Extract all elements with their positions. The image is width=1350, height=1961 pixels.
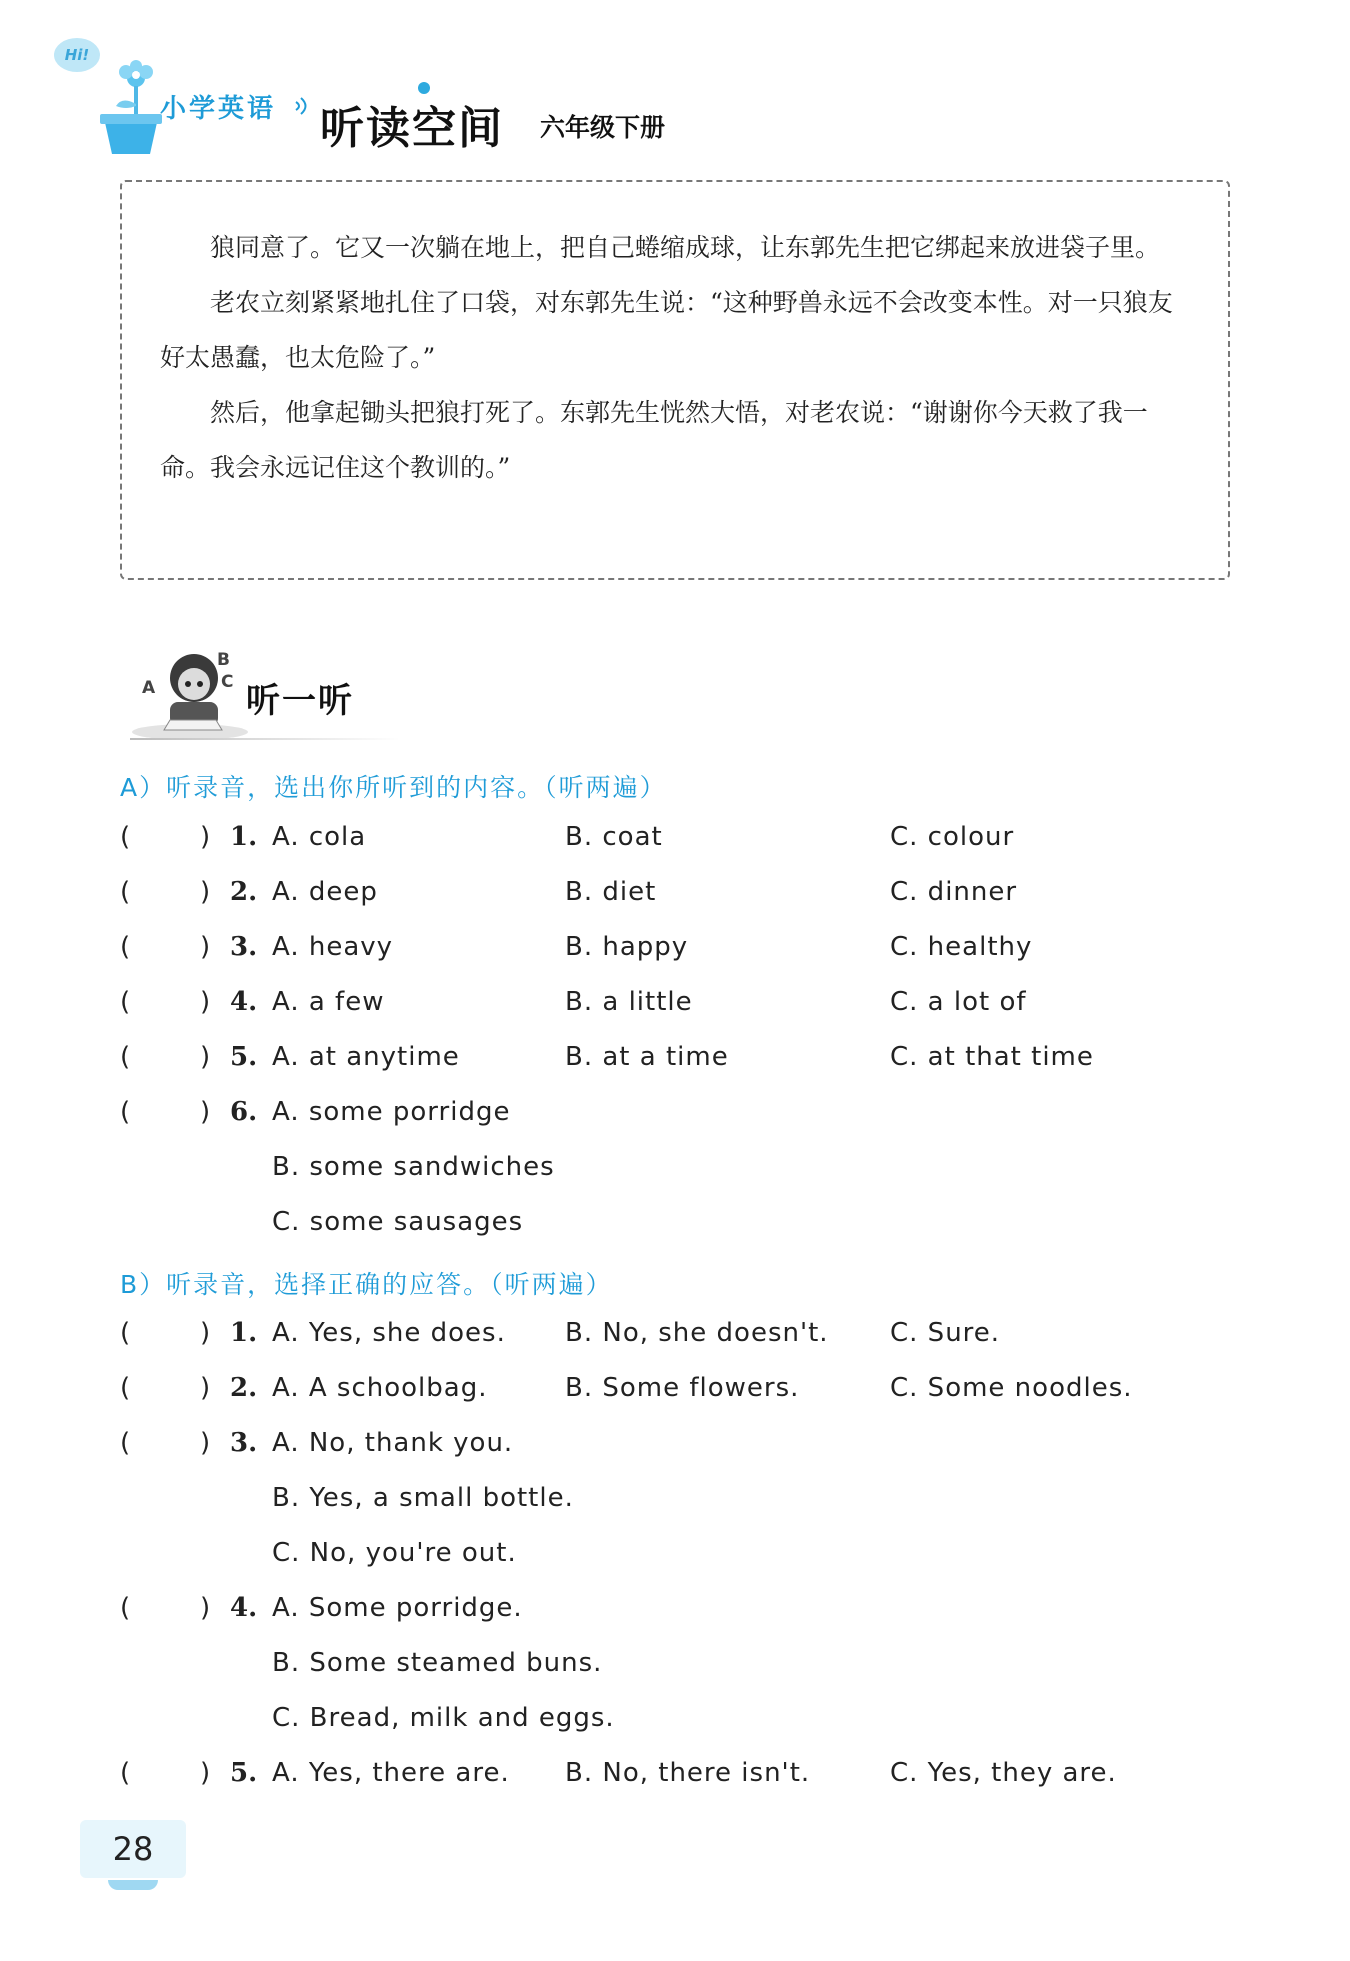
option-c: C. at that time — [890, 1042, 1094, 1072]
question-row — [120, 1373, 1240, 1428]
part-b-heading: B）听录音，选择正确的应答。（听两遍） — [120, 1270, 613, 1299]
question-row-continued — [120, 1152, 1240, 1207]
question-number: 5. — [230, 1758, 258, 1788]
option-c: C. healthy — [890, 932, 1033, 962]
option-b: B. Some steamed buns. — [272, 1648, 603, 1678]
answer-paren-open[interactable]: ( — [120, 987, 131, 1017]
question-number: 3. — [230, 1428, 258, 1458]
option-a: A. a few — [272, 987, 385, 1017]
option-a: A. Yes, there are. — [272, 1758, 510, 1788]
hi-badge: Hi! — [54, 38, 100, 72]
option-b: B. Yes, a small bottle. — [272, 1483, 574, 1513]
story-box — [120, 180, 1230, 580]
answer-paren-close[interactable]: ) — [200, 1042, 211, 1072]
question-number: 2. — [230, 1373, 258, 1403]
option-b: B. happy — [565, 932, 689, 962]
sound-wave-icon — [292, 94, 316, 118]
option-b: B. Some flowers. — [565, 1373, 800, 1403]
answer-paren-open[interactable]: ( — [120, 1758, 131, 1788]
story-paragraph: 老农立刻紧紧地扎住了口袋，对东郭先生说：“这种野兽永远不会改变本性。对一只狼友好太愚蠢，也太危险了。” — [160, 288, 1173, 372]
option-a: A. heavy — [272, 932, 394, 962]
option-b: B. No, there isn't. — [565, 1758, 811, 1788]
brand-dot — [418, 82, 430, 94]
answer-paren-open[interactable]: ( — [120, 877, 131, 907]
answer-paren-close[interactable]: ) — [200, 1097, 211, 1127]
option-c: C. colour — [890, 822, 1015, 852]
option-c: C. Sure. — [890, 1318, 1001, 1348]
answer-paren-close[interactable]: ) — [200, 932, 211, 962]
question-row — [120, 987, 1240, 1042]
option-a: A. at anytime — [272, 1042, 460, 1072]
question-number: 1. — [230, 822, 258, 852]
question-row — [120, 932, 1240, 987]
question-number: 5. — [230, 1042, 258, 1072]
answer-paren-close[interactable]: ) — [200, 1428, 211, 1458]
page-number-stand — [108, 1880, 158, 1890]
option-c: C. Bread, milk and eggs. — [272, 1703, 615, 1733]
question-number: 1. — [230, 1318, 258, 1348]
option-c: C. dinner — [890, 877, 1018, 907]
icon-letter-c: C — [221, 672, 234, 692]
question-row-continued — [120, 1538, 1240, 1593]
option-a: A. A schoolbag. — [272, 1373, 488, 1403]
answer-paren-open[interactable]: ( — [120, 932, 131, 962]
question-row — [120, 1318, 1240, 1373]
option-c: C. Some noodles. — [890, 1373, 1133, 1403]
answer-paren-open[interactable]: ( — [120, 1428, 131, 1458]
question-row — [120, 1042, 1240, 1097]
answer-paren-close[interactable]: ) — [200, 987, 211, 1017]
icon-letter-b: B — [217, 650, 230, 670]
option-c: C. some sausages — [272, 1207, 524, 1237]
option-b: B. some sandwiches — [272, 1152, 555, 1182]
brand-title: 听读空间 — [320, 103, 504, 154]
flower-pot-icon — [96, 60, 162, 156]
question-number: 4. — [230, 1593, 258, 1623]
answer-paren-open[interactable]: ( — [120, 1042, 131, 1072]
question-number: 6. — [230, 1097, 258, 1127]
answer-paren-open[interactable]: ( — [120, 822, 131, 852]
option-c: C. No, you're out. — [272, 1538, 517, 1568]
question-number: 3. — [230, 932, 258, 962]
answer-paren-close[interactable]: ) — [200, 822, 211, 852]
answer-paren-open[interactable]: ( — [120, 1593, 131, 1623]
answer-paren-close[interactable]: ) — [200, 877, 211, 907]
story-paragraph: 狼同意了。它又一次躺在地上，把自己蜷缩成球，让东郭先生把它绑起来放进袋子里。 — [210, 233, 1161, 262]
option-a: A. Some porridge. — [272, 1593, 523, 1623]
part-a-heading: A）听录音，选出你所听到的内容。（听两遍） — [120, 773, 667, 802]
answer-paren-open[interactable]: ( — [120, 1318, 131, 1348]
answer-paren-open[interactable]: ( — [120, 1097, 131, 1127]
question-row-continued — [120, 1483, 1240, 1538]
question-row — [120, 822, 1240, 877]
answer-paren-close[interactable]: ) — [200, 1593, 211, 1623]
icon-letter-a: A — [142, 678, 156, 698]
option-a: A. deep — [272, 877, 378, 907]
question-number: 4. — [230, 987, 258, 1017]
question-row — [120, 1097, 1240, 1152]
section-underline — [130, 738, 400, 740]
option-a: A. cola — [272, 822, 367, 852]
story-paragraph: 然后，他拿起锄头把狼打死了。东郭先生恍然大悟，对老农说：“谢谢你今天救了我一命。我会永远记住这个教训的。” — [160, 398, 1148, 482]
question-row-continued — [120, 1703, 1240, 1758]
answer-paren-close[interactable]: ) — [200, 1318, 211, 1348]
grade-label: 六年级下册 — [540, 113, 666, 142]
answer-paren-close[interactable]: ) — [200, 1758, 211, 1788]
question-row-continued — [120, 1207, 1240, 1262]
option-a: A. Yes, she does. — [272, 1318, 506, 1348]
question-row — [120, 877, 1240, 932]
page-number: 28 — [80, 1820, 186, 1878]
option-b: B. coat — [565, 822, 663, 852]
option-c: C. a lot of — [890, 987, 1027, 1017]
question-row — [120, 1428, 1240, 1483]
option-c: C. Yes, they are. — [890, 1758, 1117, 1788]
option-a: A. No, thank you. — [272, 1428, 514, 1458]
question-row — [120, 1758, 1240, 1813]
answer-paren-close[interactable]: ) — [200, 1373, 211, 1403]
option-b: B. a little — [565, 987, 693, 1017]
answer-paren-open[interactable]: ( — [120, 1373, 131, 1403]
option-b: B. diet — [565, 877, 657, 907]
brand-subtitle: 小学英语 — [160, 94, 277, 124]
question-number: 2. — [230, 877, 258, 907]
option-b: B. at a time — [565, 1042, 729, 1072]
question-row — [120, 1593, 1240, 1648]
section-title: 听一听 — [246, 681, 354, 721]
question-row-continued — [120, 1648, 1240, 1703]
option-b: B. No, she doesn't. — [565, 1318, 829, 1348]
option-a: A. some porridge — [272, 1097, 511, 1127]
